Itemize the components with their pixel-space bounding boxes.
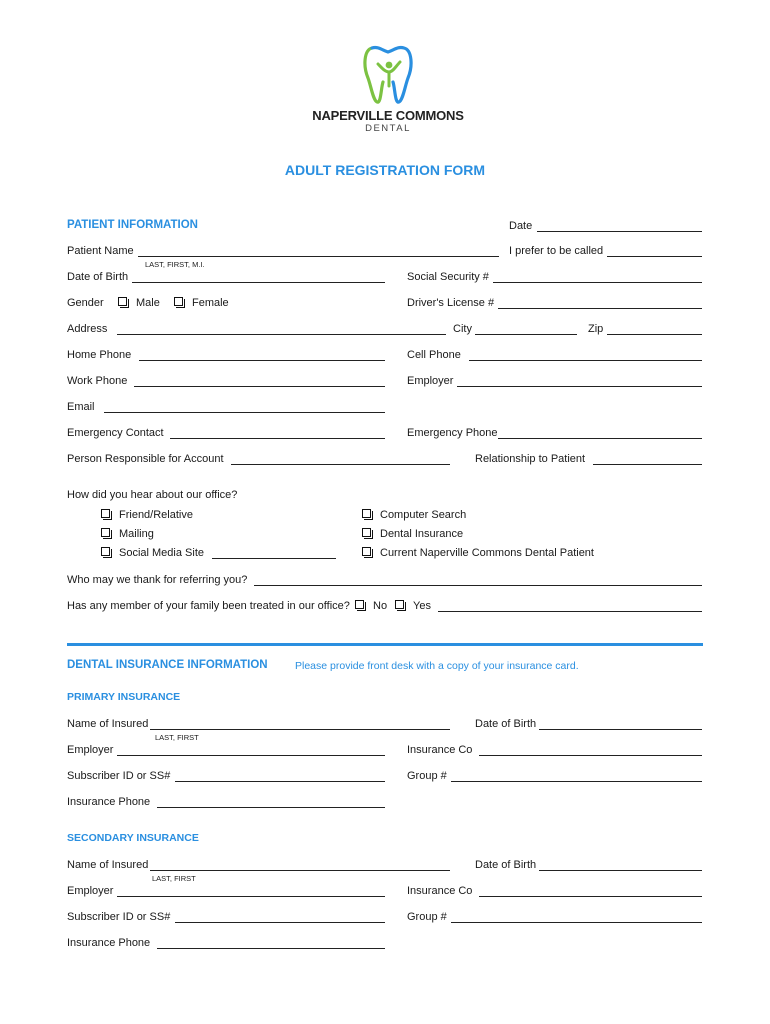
home-phone-field[interactable] <box>139 360 385 361</box>
primary-company-label: Insurance Co <box>407 744 473 756</box>
primary-insured-hint: LAST, FIRST <box>155 733 199 742</box>
primary-subscriber-field[interactable] <box>175 781 385 782</box>
email-label: Email <box>67 401 95 413</box>
responsible-label: Person Responsible for Account <box>67 453 224 465</box>
mailing-label: Mailing <box>119 528 154 540</box>
computer-search-checkbox[interactable] <box>362 509 371 518</box>
current-patient-checkbox[interactable] <box>362 547 371 556</box>
female-label: Female <box>192 297 229 309</box>
male-checkbox[interactable] <box>118 297 127 306</box>
thank-label: Who may we thank for referring you? <box>67 574 248 586</box>
dental-logo-icon <box>362 44 414 106</box>
friend-label: Friend/Relative <box>119 509 193 521</box>
primary-dob-field[interactable] <box>539 729 702 730</box>
secondary-subscriber-label: Subscriber ID or SS# <box>67 911 171 923</box>
city-label: City <box>453 323 472 335</box>
secondary-insured-hint: LAST, FIRST <box>152 874 196 883</box>
form-title: ADULT REGISTRATION FORM <box>284 162 486 178</box>
secondary-group-field[interactable] <box>451 922 702 923</box>
dob-label: Date of Birth <box>67 271 129 283</box>
section-divider <box>67 643 703 646</box>
license-field[interactable] <box>498 308 702 309</box>
primary-employer-field[interactable] <box>117 755 385 756</box>
prefer-label: I prefer to be called <box>509 245 604 257</box>
family-label: Has any member of your family been treated in our office? <box>67 600 350 612</box>
secondary-heading: SECONDARY INSURANCE <box>67 832 199 844</box>
ssn-field[interactable] <box>493 282 702 283</box>
dental-insurance-checkbox[interactable] <box>362 528 371 537</box>
social-checkbox[interactable] <box>101 547 110 556</box>
secondary-company-field[interactable] <box>479 896 702 897</box>
secondary-phone-label: Insurance Phone <box>67 937 151 949</box>
insurance-note: Please provide front desk with a copy of your insurance card. <box>295 660 579 672</box>
secondary-company-label: Insurance Co <box>407 885 473 897</box>
friend-checkbox[interactable] <box>101 509 110 518</box>
secondary-employer-field[interactable] <box>117 896 385 897</box>
family-no-checkbox[interactable] <box>355 600 364 609</box>
address-label: Address <box>67 323 108 335</box>
patient-name-label: Patient Name <box>67 245 134 257</box>
family-yes-label: Yes <box>413 600 431 612</box>
social-label: Social Media Site <box>119 547 204 559</box>
primary-subscriber-label: Subscriber ID or SS# <box>67 770 171 782</box>
secondary-insured-label: Name of Insured <box>67 859 149 871</box>
patient-heading: PATIENT INFORMATION <box>67 219 198 231</box>
computer-search-label: Computer Search <box>380 509 467 521</box>
secondary-subscriber-field[interactable] <box>175 922 385 923</box>
prefer-field[interactable] <box>607 256 702 257</box>
cell-phone-label: Cell Phone <box>407 349 461 361</box>
primary-company-field[interactable] <box>479 755 702 756</box>
emergency-contact-field[interactable] <box>170 438 385 439</box>
male-label: Male <box>136 297 160 309</box>
family-yes-checkbox[interactable] <box>395 600 404 609</box>
cell-phone-field[interactable] <box>469 360 702 361</box>
emergency-phone-label: Emergency Phone <box>407 427 498 439</box>
primary-group-label: Group # <box>407 770 447 782</box>
dob-field[interactable] <box>132 282 385 283</box>
primary-insured-label: Name of Insured <box>67 718 149 730</box>
secondary-insured-field[interactable] <box>150 870 450 871</box>
primary-dob-label: Date of Birth <box>475 718 537 730</box>
secondary-dob-label: Date of Birth <box>475 859 537 871</box>
female-checkbox[interactable] <box>174 297 183 306</box>
dental-insurance-label: Dental Insurance <box>380 528 464 540</box>
secondary-phone-field[interactable] <box>157 948 385 949</box>
patient-name-field[interactable] <box>138 256 499 257</box>
relationship-field[interactable] <box>593 464 702 465</box>
date-label: Date <box>509 220 533 232</box>
email-field[interactable] <box>104 412 385 413</box>
secondary-group-label: Group # <box>407 911 447 923</box>
referral-question: How did you hear about our office? <box>67 489 238 501</box>
responsible-field[interactable] <box>231 464 450 465</box>
emergency-contact-label: Emergency Contact <box>67 427 164 439</box>
primary-phone-label: Insurance Phone <box>67 796 151 808</box>
work-phone-field[interactable] <box>134 386 385 387</box>
license-label: Driver's License # <box>407 297 495 309</box>
date-field[interactable] <box>537 231 702 232</box>
city-field[interactable] <box>475 334 577 335</box>
patient-name-hint: LAST, FIRST, M.I. <box>145 260 205 269</box>
brand-sub: DENTAL <box>365 123 411 134</box>
home-phone-label: Home Phone <box>67 349 132 361</box>
primary-phone-field[interactable] <box>157 807 385 808</box>
ssn-label: Social Security # <box>407 271 489 283</box>
gender-label: Gender <box>67 297 104 309</box>
social-site-field[interactable] <box>212 558 336 559</box>
primary-employer-label: Employer <box>67 744 114 756</box>
insurance-heading: DENTAL INSURANCE INFORMATION <box>67 659 268 671</box>
relationship-label: Relationship to Patient <box>475 453 586 465</box>
address-field[interactable] <box>117 334 446 335</box>
family-detail-field[interactable] <box>438 611 702 612</box>
emergency-phone-field[interactable] <box>498 438 702 439</box>
employer-field[interactable] <box>457 386 702 387</box>
zip-label: Zip <box>588 323 604 335</box>
work-phone-label: Work Phone <box>67 375 128 387</box>
employer-label: Employer <box>407 375 454 387</box>
current-patient-label: Current Naperville Commons Dental Patient <box>380 547 594 559</box>
brand-name: NAPERVILLE COMMONS <box>312 108 464 123</box>
secondary-employer-label: Employer <box>67 885 114 897</box>
secondary-dob-field[interactable] <box>539 870 702 871</box>
zip-field[interactable] <box>607 334 702 335</box>
thank-field[interactable] <box>254 585 702 586</box>
mailing-checkbox[interactable] <box>101 528 110 537</box>
primary-heading: PRIMARY INSURANCE <box>67 691 181 703</box>
family-no-label: No <box>373 600 388 612</box>
primary-insured-field[interactable] <box>150 729 450 730</box>
primary-group-field[interactable] <box>451 781 702 782</box>
